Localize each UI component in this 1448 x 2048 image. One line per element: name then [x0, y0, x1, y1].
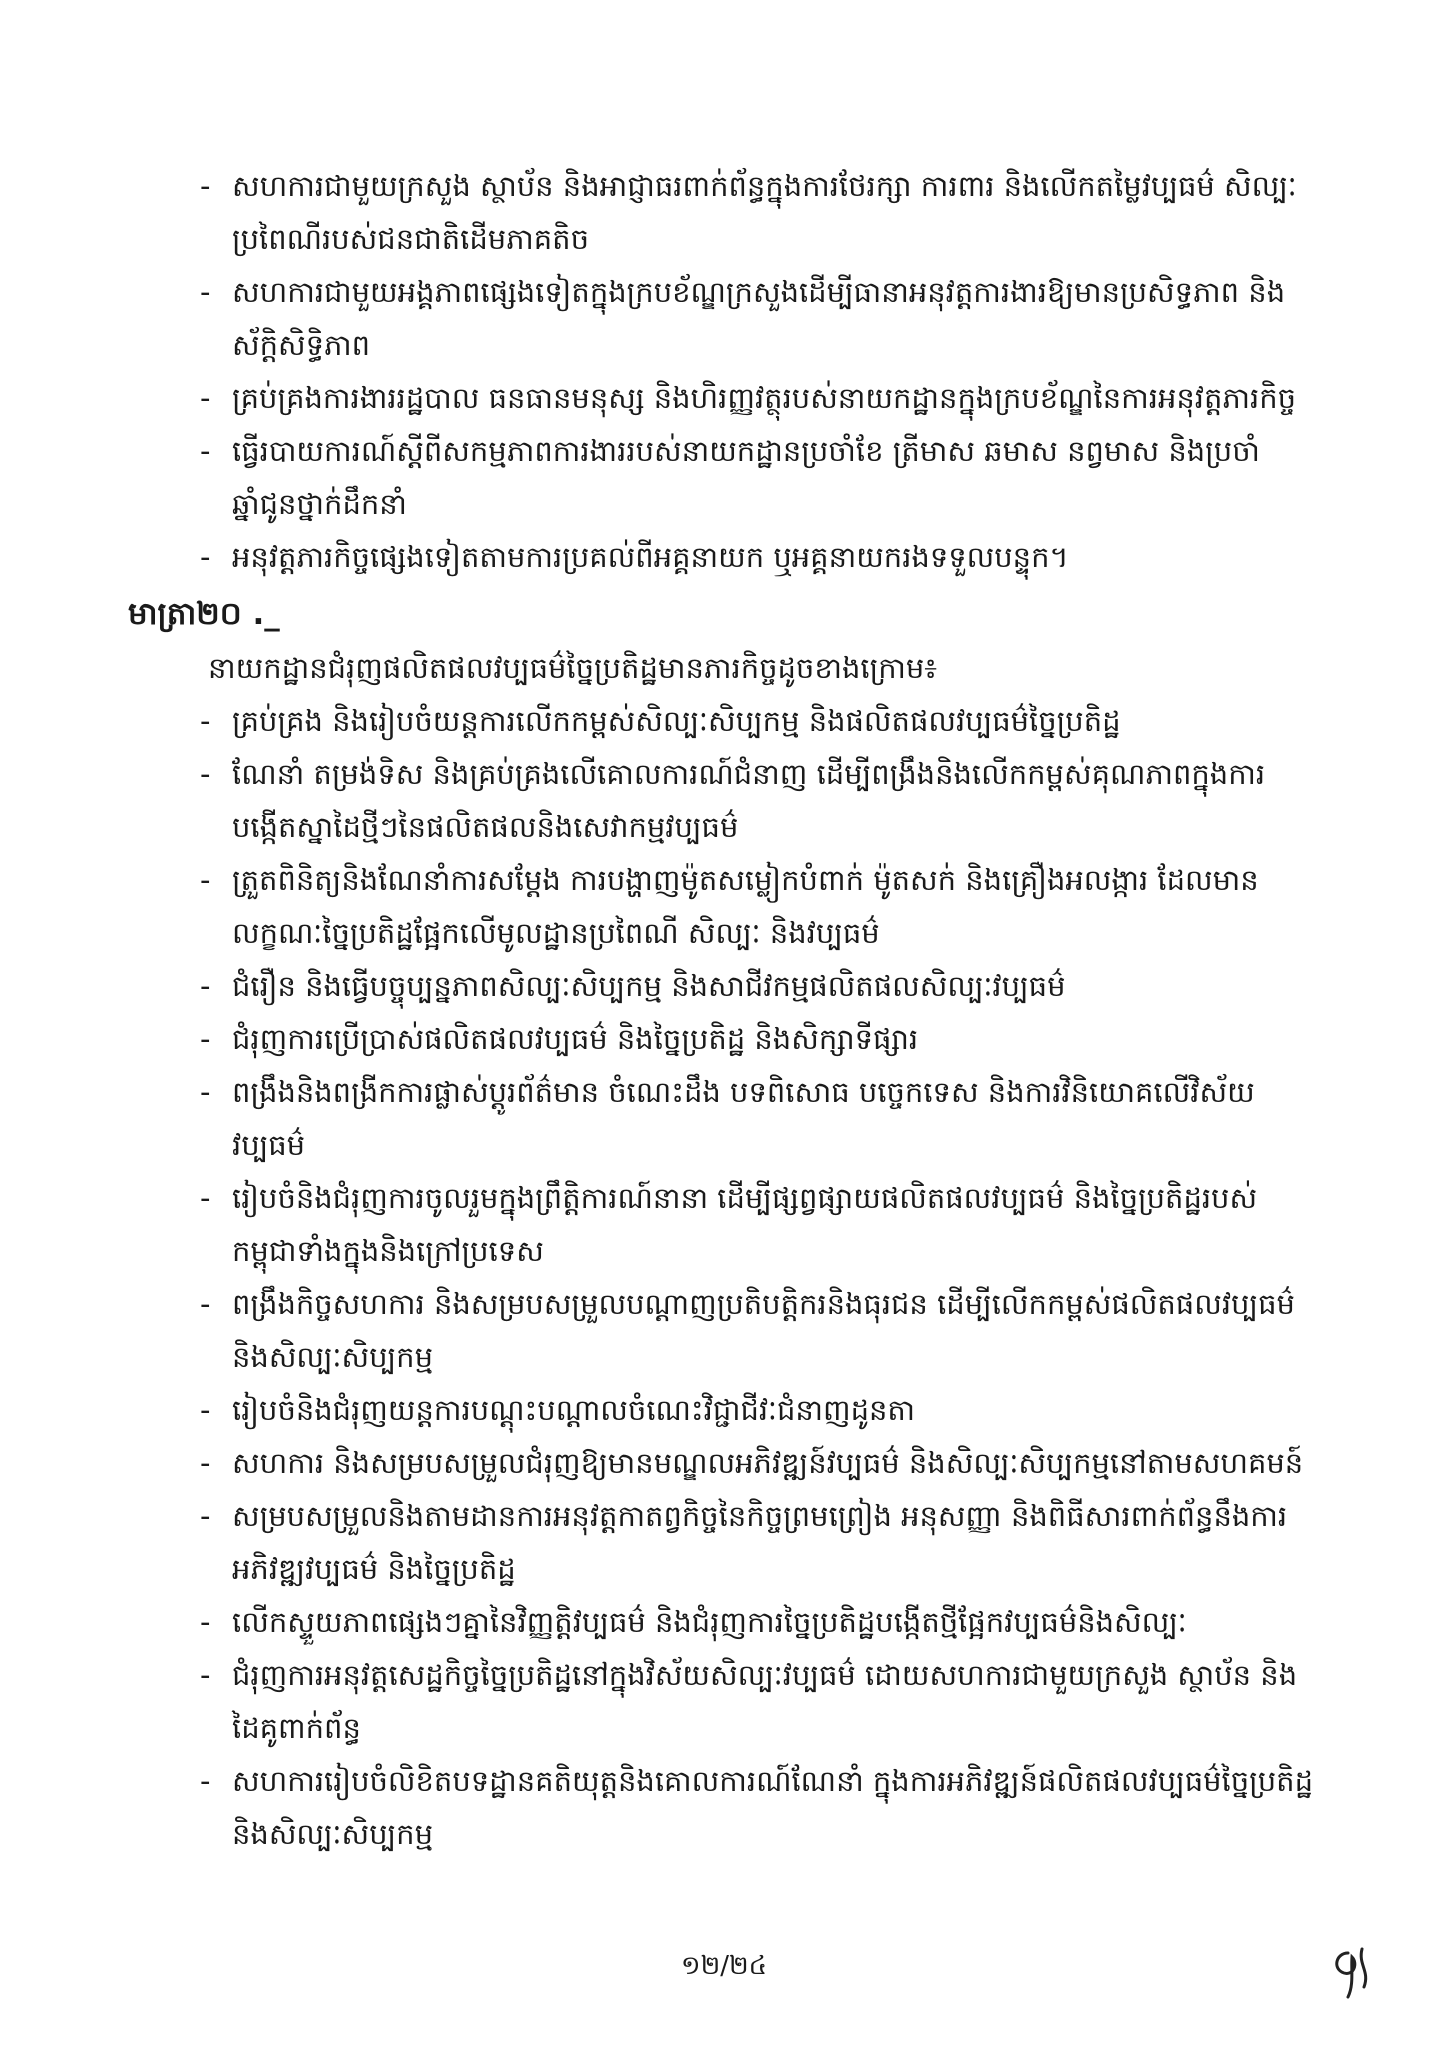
- document-body: [128, 160, 1320, 1861]
- list-item-text: សហការជាមួយក្រសួង ស្ថាប័ន និងអាជ្ញាធរពាក់ព័ន្ធក្នុងការថែរក្សា ការពារ និងលើកតម្លៃវប្បធម៌ សិល្បៈ ប្រពៃណីរបស់ជនជាតិដើមភាគតិច: [232, 169, 1297, 256]
- bullet-dash: -: [200, 1393, 211, 1427]
- bullet-dash: -: [200, 1446, 211, 1480]
- bullet-dash: -: [200, 1287, 211, 1321]
- bullet-dash: -: [200, 1764, 211, 1798]
- page-number: ១២/២៤: [680, 1951, 768, 1981]
- list-item-text: គ្រប់គ្រងការងាររដ្ឋបាល ធនធានមនុស្ស និងហិរញ្ញវត្ថុរបស់នាយកដ្ឋានក្នុងក្របខ័ណ្ឌនៃការអនុវត្តភារកិច្ច: [232, 381, 1297, 415]
- list-item-text: ធ្វើរបាយការណ៍ស្តីពីសកម្មភាពការងាររបស់នាយកដ្ឋានប្រចាំខែ ត្រីមាស ឆមាស នព្វមាស និងប្រចាំឆ្នាំជូនថ្នាក់ដឹកនាំ: [232, 434, 1260, 521]
- bullet-dash: -: [200, 757, 211, 791]
- bullet-dash: -: [200, 540, 211, 574]
- bullet-dash: -: [200, 1075, 211, 1109]
- list-item-text: ជំរឿន និងធ្វើបច្ចុប្បន្នភាពសិល្បៈសិប្បកម្ម និងសាជីវកម្មផលិតផលសិល្បៈវប្បធម៌: [232, 969, 1066, 1003]
- list-item: [200, 1596, 1320, 1649]
- list-item-text: ណែនាំ តម្រង់ទិស និងគ្រប់គ្រងលើគោលការណ៍ជំនាញ ដើម្បីពង្រឹងនិងលើកកម្ពស់គុណភាពក្នុងការបង្កើតស្នាដៃថ្មីៗនៃផលិតផលនិងសេវាកម្មវប្បធម៌: [232, 757, 1266, 844]
- section1-list: [200, 160, 1320, 584]
- list-item: [200, 425, 1320, 531]
- list-item-text: សហការ និងសម្របសម្រួលជំរុញឱ្យមានមណ្ឌលអភិវឌ្ឍន៍វប្បធម៌ និងសិល្បៈសិប្បកម្មនៅតាមសហគមន៍: [232, 1446, 1304, 1480]
- handwritten-initial-icon: [1318, 1935, 1388, 2005]
- list-item: [200, 695, 1320, 748]
- list-item: [200, 1490, 1320, 1596]
- bullet-dash: -: [200, 1605, 211, 1639]
- list-item-text: ពង្រឹងកិច្ចសហការ និងសម្របសម្រួលបណ្តាញប្រតិបត្តិករនិងធុរជន ដើម្បីលើកកម្ពស់ផលិតផលវប្បធម៌ និងសិល្បៈសិប្បកម្ម: [232, 1287, 1295, 1374]
- list-item-text: រៀបចំនិងជំរុញយន្តការបណ្តុះបណ្តាលចំណេះវិជ្ជាជីវៈជំនាញដូនតា: [232, 1393, 916, 1427]
- article-list: [200, 695, 1320, 1861]
- bullet-dash: -: [200, 1181, 211, 1215]
- list-item: [200, 1066, 1320, 1172]
- list-item-text: សហការជាមួយអង្គភាពផ្សេងទៀតក្នុងក្របខ័ណ្ឌក្រសួងដើម្បីធានាអនុវត្តការងារឱ្យមានប្រសិទ្ធភាព និងស័ក្តិសិទ្ធិភាព: [232, 275, 1286, 362]
- list-item: [200, 1755, 1320, 1861]
- list-item: [200, 1278, 1320, 1384]
- bullet-dash: -: [200, 704, 211, 738]
- article-heading: មាត្រា២០ ._: [128, 596, 280, 632]
- list-item: [200, 960, 1320, 1013]
- list-item-text: ពង្រឹងនិងពង្រីកការផ្លាស់ប្តូរព័ត៌មាន ចំណេះដឹង បទពិសោធ បច្ចេកទេស និងការវិនិយោគលើវិស័យវប្បធម៌: [232, 1075, 1255, 1162]
- list-item-text: រៀបចំនិងជំរុញការចូលរួមក្នុងព្រឹត្តិការណ៍នានា ដើម្បីផ្សព្វផ្សាយផលិតផលវប្បធម៌ និងច្នៃប្រតិដ្ឋរបស់កម្ពុជាទាំងក្នុងនិងក្រៅប្រទេស: [232, 1181, 1258, 1268]
- list-item: [200, 1649, 1320, 1755]
- bullet-dash: -: [200, 863, 211, 897]
- bullet-dash: -: [200, 1022, 211, 1056]
- list-item-text: សម្របសម្រួលនិងតាមដានការអនុវត្តកាតព្វកិច្ចនៃកិច្ចព្រមព្រៀង អនុសញ្ញា និងពិធីសារពាក់ព័ន្ធនឹងការអភិវឌ្ឍវប្បធម៌ និងច្នៃប្រតិដ្ឋ: [232, 1499, 1288, 1586]
- list-item: [200, 266, 1320, 372]
- list-item: [200, 1437, 1320, 1490]
- list-item: [200, 372, 1320, 425]
- bullet-dash: -: [200, 434, 211, 468]
- list-item: [200, 854, 1320, 960]
- list-item-text: ជំរុញការប្រើប្រាស់ផលិតផលវប្បធម៌ និងច្នៃប្រតិដ្ឋ និងសិក្សាទីផ្សារ: [232, 1022, 919, 1056]
- bullet-dash: -: [200, 1499, 211, 1533]
- list-item: [200, 160, 1320, 266]
- list-item-text: ត្រួតពិនិត្យនិងណែនាំការសម្តែង ការបង្ហាញម៉ូតសម្លៀកបំពាក់ ម៉ូតសក់ និងគ្រឿងអលង្ការ ដែលមានលក្ខណៈច្នៃប្រតិដ្ឋផ្អែកលើមូលដ្ឋានប្រពៃណី សិល្បៈ និងវប្បធម៌: [232, 863, 1259, 950]
- list-item: [200, 748, 1320, 854]
- list-item: [200, 1013, 1320, 1066]
- article-intro: នាយកដ្ឋានជំរុញផលិតផលវប្បធម៌ច្នៃប្រតិដ្ឋមានភារកិច្ចដូចខាងក្រោម៖: [208, 651, 937, 685]
- list-item: [200, 531, 1320, 584]
- bullet-dash: -: [200, 275, 211, 309]
- list-item: [200, 1172, 1320, 1278]
- bullet-dash: -: [200, 1658, 211, 1692]
- list-item-text: គ្រប់គ្រង និងរៀបចំយន្តការលើកកម្ពស់សិល្បៈសិប្បកម្ម និងផលិតផលវប្បធម៌ច្នៃប្រតិដ្ឋ: [232, 704, 1121, 738]
- list-item-text: អនុវត្តភារកិច្ចផ្សេងទៀតតាមការប្រគល់ពីអគ្គនាយក ឬអគ្គនាយករងទទួលបន្ទុក។: [232, 540, 1069, 574]
- list-item-text: សហការរៀបចំលិខិតបទដ្ឋានគតិយុត្តនិងគោលការណ៍ណែនាំ ក្នុងការអភិវឌ្ឍន៍ផលិតផលវប្បធម៌ច្នៃប្រតិដ្ឋ និងសិល្បៈសិប្បកម្ម: [232, 1764, 1314, 1851]
- bullet-dash: -: [200, 169, 211, 203]
- list-item-text: ជំរុញការអនុវត្តសេដ្ឋកិច្ចច្នៃប្រតិដ្ឋនៅក្នុងវិស័យសិល្បៈវប្បធម៌ ដោយសហការជាមួយក្រសួង ស្ថាប័ន និងដៃគូពាក់ព័ន្ធ: [232, 1658, 1298, 1745]
- list-item-text: លើកស្ទួយភាពផ្សេងៗគ្នានៃវិញ្ញត្តិវប្បធម៌ និងជំរុញការច្នៃប្រតិដ្ឋបង្កើតថ្មីផ្អែកវប្បធម៌និងសិល្បៈ: [232, 1605, 1187, 1639]
- bullet-dash: -: [200, 969, 211, 1003]
- bullet-dash: -: [200, 381, 211, 415]
- list-item: [200, 1384, 1320, 1437]
